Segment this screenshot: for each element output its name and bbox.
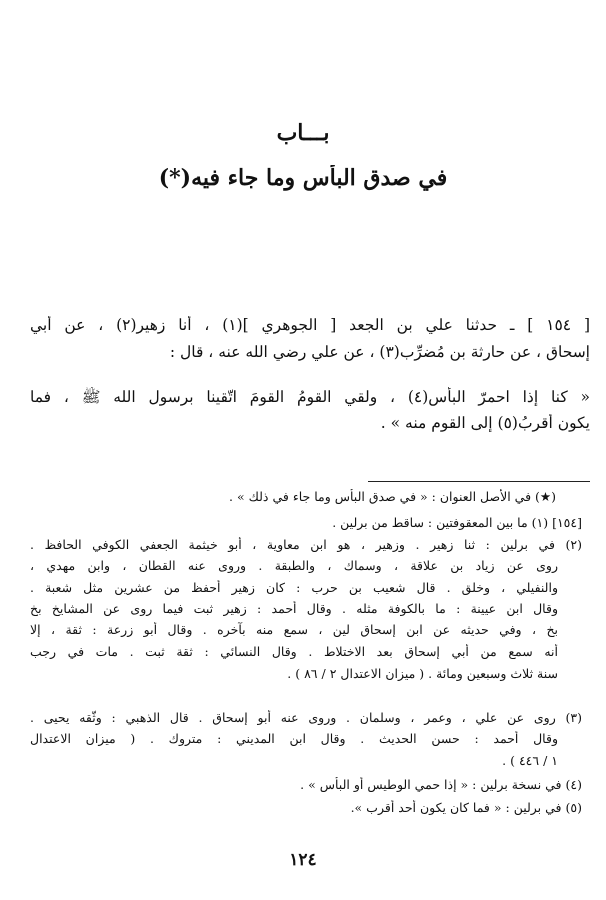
footnote-line: (٤) في نسخة برلين : « إذا حمي الوطيس أو البأس » . <box>300 777 582 792</box>
body-line: [ ١٥٤ ] ـ حدثنا علي بن الجعد [ الجوهري ](١) ، أنا زهير(٢) ، عن أبي <box>30 316 590 334</box>
chapter-title: في صدق البأس وما جاء فيه(*) <box>158 165 448 191</box>
footnote-divider <box>368 481 590 482</box>
footnote-line: وقال أحمد : حسن الحديث . وقال ابن المديني : متروك . ( ميزان الاعتدال <box>30 731 558 746</box>
footnote-line: بخ ، وفي حديثه عن ابن إسحاق لين ، سمع منه بآخره . وقال أبو زرعة : ثقة ، إلا <box>30 622 558 637</box>
footnote-line: والنفيلي ، وخلق . قال شعيب بن حرب : كان زهير أحفظ من عشرين مثل شعبة . <box>30 580 558 595</box>
page-number: ١٢٤ <box>289 850 317 870</box>
footnote-line: وقال ابن عيينة : ما بالكوفة مثله . وقال أحمد : زهير ثبت فيما روى عن المشايخ بخ <box>30 601 558 616</box>
footnote-line: [١٥٤] (١) ما بين المعقوفتين : ساقط من برلين . <box>332 515 582 530</box>
footnote-line: (٣) روى عن علي ، وعمر ، وسلمان . وروى عنه أبو إسحاق . قال الذهبي : وثّقه يحيى . <box>30 710 582 725</box>
body-line: إسحاق ، عن حارثة بن مُضرِّب(٣) ، عن علي رضي الله عنه ، قال : <box>169 343 590 361</box>
footnote-line: (٢) في برلين : ثنا زهير . وزهير ، هو ابن معاوية ، أبو خيثمة الجعفي الكوفي الحافظ . <box>30 537 582 552</box>
footnote-line: سنة ثلاث وسبعين ومائة . ( ميزان الاعتدال ٢ / ٨٦ ) . <box>287 666 558 681</box>
footnote-line: (★) في الأصل العنوان : « في صدق البأس وما جاء في ذلك » . <box>229 489 556 504</box>
footnote-line: روى عن زياد بن علاقة ، وسماك ، والطبقة . وروى عنه القطان ، وابن مهدي ، <box>30 558 558 573</box>
body-line: يكون أقربُ(٥) إلى القوم منه » . <box>380 414 590 432</box>
footnote-line: ١ / ٤٤٦ ) . <box>502 753 558 768</box>
footnote-line: (٥) في برلين : « فما كان يكون أحد أقرب ». <box>350 800 582 815</box>
chapter-label: بـــاب <box>276 120 330 146</box>
footnote-line: أنه سمع من أبي إسحاق بعد الاختلاط . وقال النسائي : ثقة ثبت . مات في رجب <box>30 644 558 659</box>
body-line: « كنا إذا احمرّ البأس(٤) ، ولقي القومُ القومَ اتّقينا برسول الله ﷺ ، فما <box>30 388 590 406</box>
